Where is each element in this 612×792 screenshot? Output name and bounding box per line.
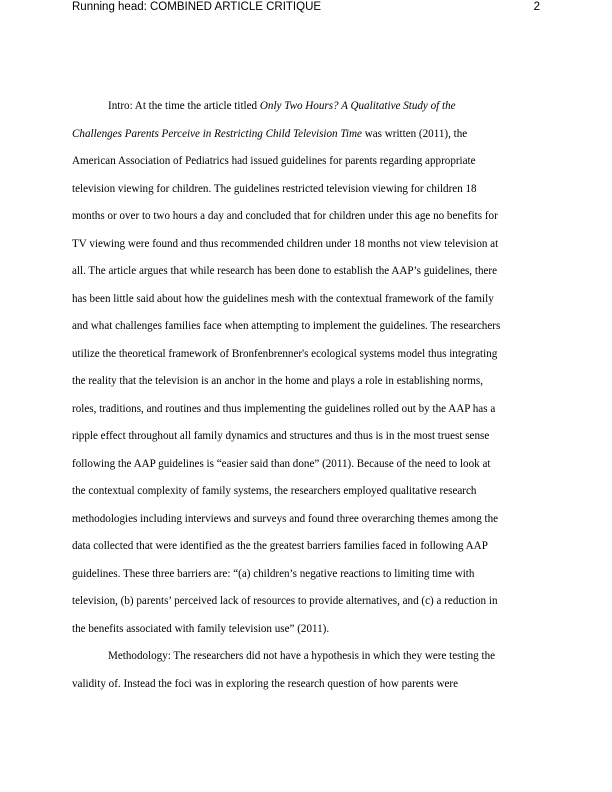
text-line (72, 121, 542, 149)
document-body (72, 93, 542, 698)
text-segment: roles, traditions, and routines and thus implementing the guidelines rolled out by the AAP has a (72, 402, 496, 415)
italic-text: Only Two Hours? A Qualitative Study of the (259, 100, 456, 112)
text-line (72, 231, 542, 259)
text-line (72, 258, 542, 286)
text-segment: ripple effect throughout all family dynamics and structures and thus is in the most truest sense (72, 430, 490, 442)
text-segment: data collected that were identified as the the greatest barriers families faced in following AAP (72, 540, 488, 552)
text-segment: Intro: At the time the article titled (108, 100, 260, 112)
text-line (72, 176, 542, 204)
text-segment: has been little said about how the guidelines mesh with the contextual framework of the family (72, 292, 494, 305)
text-line (72, 506, 542, 534)
text-segment: and what challenges families face when attempting to implement the guidelines. The researchers (72, 320, 501, 332)
text-segment: all. The article argues that while research has been done to establish the AAP’s guidelines, there (72, 265, 498, 277)
italic-text: Challenges Parents Perceive in Restricting Child Television Time (72, 127, 362, 140)
text-segment: methodologies including interviews and surveys and found three overarching themes among the (72, 512, 499, 525)
text-segment: guidelines. These three barriers are: “(a) children’s negative reactions to limiting time with (72, 567, 475, 580)
text-segment: following the AAP guidelines is “easier said than done” (2011). Because of the need to look at (72, 457, 491, 470)
text-line (72, 93, 542, 121)
text-segment: Methodology: The researchers did not have a hypothesis in which they were testing the (108, 650, 496, 662)
text-line (72, 368, 542, 396)
running-head: Running head: COMBINED ARTICLE CRITIQUE (72, 1, 322, 13)
text-segment: was written (2011), the (361, 127, 468, 140)
text-line (72, 286, 542, 314)
text-line (72, 643, 542, 671)
text-segment: television, (b) parents’ perceived lack of resources to provide alternatives, and (c) a reduction in (72, 595, 498, 607)
text-line (72, 313, 542, 341)
text-segment: validity of. Instead the foci was in exploring the research question of how parents were (72, 677, 459, 690)
text-segment: months or over to two hours a day and concluded that for children under this age no benefits for (72, 210, 498, 222)
text-line (72, 561, 542, 589)
text-segment: the benefits associated with family television use” (2011). (72, 622, 330, 635)
text-line (72, 588, 542, 616)
text-line (72, 148, 542, 176)
text-segment: utilize the theoretical framework of Bronfenbrenner's ecological systems model thus integrating (72, 347, 498, 360)
text-line (72, 533, 542, 561)
text-segment: television viewing for children. The guidelines restricted television viewing for children 18 (72, 182, 477, 195)
text-segment: the reality that the television is an anchor in the home and plays a role in establishing norms, (72, 375, 483, 387)
text-segment: TV viewing were found and thus recommended children under 18 months not view television at (72, 237, 499, 250)
text-line (72, 203, 542, 231)
text-line (72, 341, 542, 369)
text-segment: the contextual complexity of family systems, the researchers employed qualitative research (72, 485, 477, 497)
text-line (72, 671, 542, 699)
page-number: 2 (533, 1, 540, 13)
text-line (72, 616, 542, 644)
text-line (72, 396, 542, 424)
text-segment: American Association of Pediatrics had issued guidelines for parents regarding appropriate (72, 155, 476, 167)
text-line (72, 478, 542, 506)
text-line (72, 423, 542, 451)
text-line (72, 451, 542, 479)
